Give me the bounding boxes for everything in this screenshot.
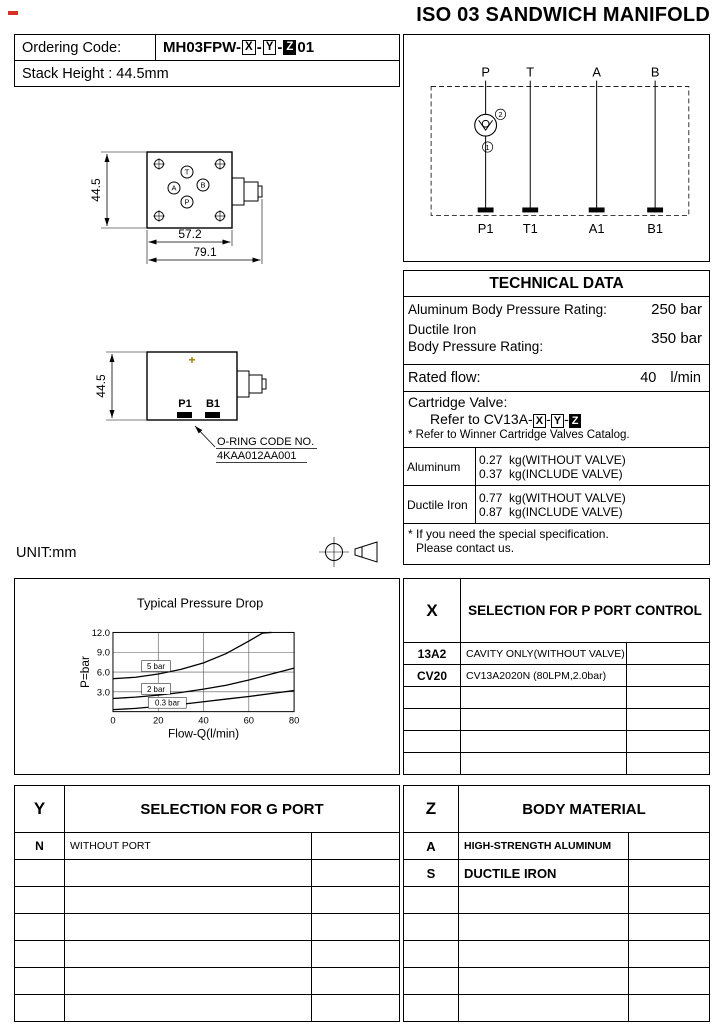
row-desc	[461, 709, 627, 730]
svg-text:6.0: 6.0	[96, 666, 110, 678]
row-code	[404, 887, 459, 913]
svg-text:20: 20	[153, 714, 164, 726]
row-extra	[627, 665, 709, 686]
schematic-port-label-t1: T1	[522, 221, 538, 237]
row-extra	[312, 995, 399, 1021]
selection-table-x	[403, 578, 710, 775]
row-desc	[65, 860, 312, 886]
port-p-label: P	[184, 197, 190, 207]
table-row	[15, 914, 399, 941]
selection-table-y	[14, 785, 400, 1022]
row-extra	[629, 914, 709, 940]
cartridge-valve-code	[408, 411, 705, 428]
ordering-code-prefix: MH03FPW-	[163, 39, 242, 56]
port-t-label: T	[184, 167, 190, 177]
row-desc: WITHOUT PORT	[65, 833, 312, 859]
top-view-drawing	[89, 152, 262, 264]
weight-material: Aluminum	[404, 448, 476, 485]
table-row	[404, 941, 709, 968]
row-extra	[627, 643, 709, 664]
row-code	[404, 941, 459, 967]
selection-x-title: SELECTION FOR P PORT CONTROL	[468, 603, 702, 618]
weight-line: 0.27 kg(WITHOUT VALVE)	[479, 452, 626, 467]
row-desc	[459, 914, 629, 940]
table-row	[15, 887, 399, 914]
row-desc: DUCTILE IRON	[459, 860, 629, 886]
svg-text:80: 80	[288, 714, 300, 726]
weight-line: 0.77 kg(WITHOUT VALVE)	[479, 490, 626, 505]
row-code	[15, 914, 65, 940]
cartridge-sep2: -	[564, 411, 569, 427]
port-b-label: B	[200, 180, 206, 190]
cartridge-sep1: -	[546, 411, 551, 427]
oring-code-label: O-RING CODE NO.	[217, 436, 315, 448]
dimension-total-width	[149, 199, 263, 264]
weight-line: 0.37 kg(INCLUDE VALVE)	[479, 466, 623, 481]
cartridge-refer-text: Refer to CV13A-	[430, 411, 533, 427]
row-desc: CV13A2020N (80LPM,2.0bar)	[461, 665, 627, 686]
svg-text:3.0: 3.0	[96, 686, 110, 698]
row-code	[15, 860, 65, 886]
weight-table	[404, 448, 709, 524]
unit-label: UNIT:mm	[16, 545, 77, 561]
row-code	[404, 753, 461, 774]
aluminum-pressure-value: 250 bar	[651, 301, 702, 318]
schematic-port-label-b1: B1	[647, 221, 664, 237]
cartridge-fitting	[232, 178, 262, 205]
row-code	[404, 731, 461, 752]
projection-symbols	[319, 537, 377, 567]
row-desc	[65, 914, 312, 940]
table-row	[404, 753, 709, 774]
row-extra	[629, 995, 709, 1021]
row-code: A	[404, 833, 459, 859]
svg-text:2 bar: 2 bar	[146, 684, 166, 694]
bolt-holes	[153, 158, 226, 222]
row-extra	[312, 860, 399, 886]
rated-flow-label: Rated flow:	[408, 370, 481, 386]
stack-height-label: Stack Height : 44.5mm	[22, 65, 169, 82]
port-a-label: A	[171, 183, 177, 193]
weight-material: Ductile Iron	[404, 486, 476, 523]
table-row	[404, 914, 709, 941]
table-row	[15, 941, 399, 968]
row-extra	[629, 968, 709, 994]
hydraulic-schematic	[404, 35, 709, 261]
special-specification-note	[404, 524, 709, 564]
table-row	[15, 995, 399, 1021]
page-title: ISO 03 SANDWICH MANIFOLD	[416, 4, 710, 26]
row-extra	[312, 968, 399, 994]
selection-x-code: X	[404, 579, 461, 642]
ductile-pressure-label-line2: Body Pressure Rating:	[408, 339, 544, 354]
row-extra	[627, 709, 709, 730]
row-desc	[459, 941, 629, 967]
svg-text:0.3 bar: 0.3 bar	[154, 698, 180, 708]
pressure-drop-plot	[15, 579, 399, 774]
port-tick	[522, 207, 538, 212]
row-code: CV20	[404, 665, 461, 686]
table-row	[15, 860, 399, 887]
port-tick	[589, 207, 605, 212]
dim-44-5: 44.5	[89, 178, 103, 202]
ordering-code-row	[15, 35, 399, 61]
rated-flow-unit: l/min	[670, 370, 701, 386]
svg-text:5 bar: 5 bar	[146, 662, 166, 672]
plus-mark: +	[188, 353, 196, 367]
pressure-drop-chart	[14, 578, 400, 775]
row-code	[15, 941, 65, 967]
ductile-pressure-label-line1: Ductile Iron	[408, 322, 477, 337]
schematic-port-label-b: B	[650, 64, 660, 80]
port-tick	[478, 207, 494, 212]
schematic-port-label-a: A	[592, 64, 601, 80]
table-row	[404, 486, 709, 524]
ductile-pressure-value: 350 bar	[651, 329, 702, 347]
cartridge-valve-section	[404, 392, 709, 448]
row-code: N	[15, 833, 65, 859]
oring-note	[195, 426, 317, 463]
row-desc	[65, 941, 312, 967]
svg-text:Flow-Q(l/min): Flow-Q(l/min)	[167, 726, 240, 741]
row-desc	[461, 687, 627, 708]
dimension-drawings	[0, 85, 403, 578]
row-extra	[312, 941, 399, 967]
table-row	[404, 860, 709, 887]
row-code: S	[404, 860, 459, 886]
row-code	[404, 995, 459, 1021]
dimension-height-side-view	[94, 352, 146, 420]
pressure-ratings-section	[404, 297, 709, 365]
row-code: 13A2	[404, 643, 461, 664]
row-code	[15, 968, 65, 994]
cartridge-x-box: X	[533, 414, 546, 428]
table-row	[404, 665, 709, 687]
technical-data-box	[403, 270, 710, 565]
selection-x-header	[404, 579, 709, 643]
selection-y-code: Y	[15, 786, 65, 832]
table-row	[404, 687, 709, 709]
row-code	[15, 887, 65, 913]
oring-port	[177, 412, 192, 418]
row-desc: HIGH-STRENGTH ALUMINUM	[459, 833, 629, 859]
projection-cone-icon	[355, 542, 377, 562]
ordering-code-sep1: -	[256, 39, 262, 56]
row-desc	[461, 753, 627, 774]
table-row	[15, 833, 399, 860]
ordering-code-sep2: -	[277, 39, 283, 56]
svg-text:9.0: 9.0	[96, 646, 110, 658]
row-extra	[627, 753, 709, 774]
dim-44-5-side: 44.5	[94, 374, 108, 398]
row-code	[404, 687, 461, 708]
table-row	[404, 731, 709, 753]
valve-mark-2: 2	[498, 110, 503, 120]
projection-circle-icon	[319, 537, 349, 567]
row-desc	[65, 968, 312, 994]
selection-z-title: BODY MATERIAL	[522, 800, 646, 818]
selection-table-z	[403, 785, 710, 1022]
row-desc	[461, 731, 627, 752]
dimension-height-top-view	[89, 152, 146, 228]
table-row	[404, 709, 709, 731]
row-extra	[627, 731, 709, 752]
valve-mark-1: 1	[485, 142, 490, 152]
selection-y-title: SELECTION FOR G PORT	[140, 800, 324, 818]
row-desc	[65, 995, 312, 1021]
cartridge-z-box: Z	[569, 414, 582, 428]
row-desc	[459, 968, 629, 994]
side-port-p1: P1	[178, 398, 192, 410]
row-code	[15, 995, 65, 1021]
sandwich-boundary	[431, 87, 689, 216]
row-code	[404, 709, 461, 730]
rated-flow-row	[404, 365, 709, 392]
ordering-code-suffix: 01	[297, 39, 315, 56]
table-row	[404, 833, 709, 860]
ordering-code-label: Ordering Code:	[15, 35, 156, 60]
schematic-box	[403, 34, 710, 262]
svg-text:Typical Pressure Drop: Typical Pressure Drop	[136, 595, 264, 611]
table-row	[404, 448, 709, 486]
ordering-box	[14, 34, 400, 87]
rated-flow-value: 40	[640, 370, 657, 386]
oring-code-value: 4KAA012AA001	[217, 450, 297, 462]
dim-79-1: 79.1	[193, 245, 217, 259]
port-pattern	[168, 166, 209, 208]
svg-text:P=bar: P=bar	[78, 656, 93, 689]
side-view-drawing	[94, 352, 317, 463]
row-extra	[629, 941, 709, 967]
schematic-port-label-a1: A1	[588, 221, 605, 237]
table-row	[404, 887, 709, 914]
aluminum-pressure-label: Aluminum Body Pressure Rating:	[408, 302, 607, 317]
row-extra	[312, 914, 399, 940]
row-extra	[629, 833, 709, 859]
selection-y-header	[15, 786, 399, 833]
svg-text:12.0: 12.0	[91, 626, 110, 638]
row-code	[404, 968, 459, 994]
table-row	[404, 995, 709, 1021]
cartridge-y-box: Y	[551, 414, 564, 428]
oring-port	[205, 412, 220, 418]
cartridge-fitting-side	[237, 371, 266, 397]
row-extra	[312, 833, 399, 859]
row-desc: CAVITY ONLY(WITHOUT VALVE)	[461, 643, 627, 664]
table-row	[15, 968, 399, 995]
row-extra	[312, 887, 399, 913]
selection-z-header	[404, 786, 709, 833]
cartridge-note: * Refer to Winner Cartridge Valves Catalog.	[408, 429, 630, 441]
row-code	[404, 914, 459, 940]
row-extra	[627, 687, 709, 708]
ordering-code-z-box: Z	[283, 40, 296, 55]
check-valve-symbol	[475, 109, 506, 152]
side-port-b1: B1	[205, 398, 221, 410]
row-desc	[459, 995, 629, 1021]
row-extra	[629, 887, 709, 913]
schematic-port-label-t: T	[526, 64, 535, 80]
row-extra	[629, 860, 709, 886]
schematic-port-label-p1: P1	[477, 221, 494, 237]
schematic-port-label-p: P	[481, 64, 490, 80]
technical-data-title: TECHNICAL DATA	[404, 271, 709, 297]
dimension-body-width	[147, 227, 232, 264]
note-line-2: Please contact us.	[416, 541, 515, 555]
ordering-code-x-box: X	[242, 40, 256, 55]
svg-text:40: 40	[198, 714, 209, 726]
note-line-1: * If you need the special specification.	[408, 527, 609, 541]
table-row	[404, 643, 709, 665]
red-corner-mark	[8, 11, 18, 15]
ordering-code-value	[156, 35, 399, 60]
row-desc	[459, 887, 629, 913]
svg-text:0: 0	[110, 714, 116, 726]
weight-line: 0.87 kg(INCLUDE VALVE)	[479, 504, 623, 519]
row-desc	[65, 887, 312, 913]
port-tick	[647, 207, 663, 212]
selection-z-code: Z	[404, 786, 459, 832]
table-row	[404, 968, 709, 995]
svg-text:60: 60	[243, 714, 255, 726]
ordering-code-y-box: Y	[263, 40, 277, 55]
dim-57-2: 57.2	[178, 227, 202, 241]
cartridge-valve-label: Cartridge Valve:	[408, 394, 508, 410]
